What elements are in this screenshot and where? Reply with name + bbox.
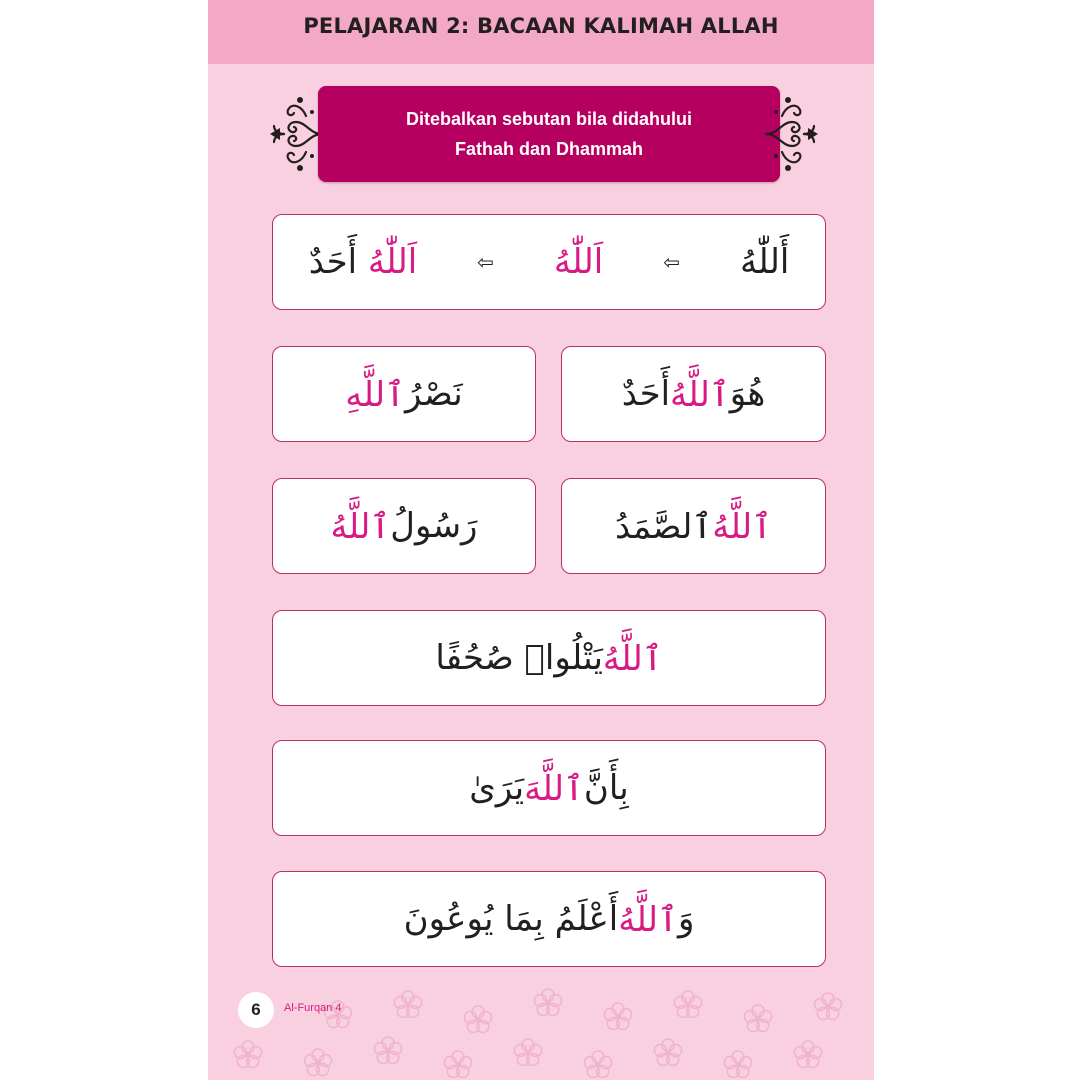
arabic-pink-word: ٱللَّهُ bbox=[618, 899, 678, 940]
arabic-black-word: هُوَ bbox=[729, 374, 766, 414]
floral-ornament-right-icon bbox=[758, 82, 822, 186]
arabic-allah-fathah: أَللّٰهُ bbox=[739, 242, 790, 282]
arabic-black-word: يَرَىٰ bbox=[469, 768, 525, 808]
arabic-black-word: أَحَدٌ bbox=[621, 374, 671, 414]
arabic-black-word: نَصْرُ bbox=[405, 374, 463, 414]
arabic-black-word: ٱلصَّمَدُ bbox=[614, 506, 713, 547]
arabic-black-word: يَتْلُوا۟ صُحُفًا bbox=[435, 638, 603, 678]
arabic-black-word: أَعْلَمُ بِمَا يُوعُونَ bbox=[403, 899, 619, 939]
card-biannallaha-yara bbox=[272, 740, 826, 836]
arabic-pink-word: ٱللَّهِ bbox=[345, 374, 406, 415]
arabic-black-word: أَحَدٌ bbox=[308, 242, 358, 282]
arabic-allah-pink: اَللّٰهُ bbox=[553, 242, 604, 282]
card-rasulullah bbox=[272, 478, 536, 574]
card-allah-variants bbox=[272, 214, 826, 310]
banner-line-2: Fathah dan Dhammah bbox=[454, 139, 644, 159]
rule-banner bbox=[318, 86, 780, 182]
left-arrow-icon: ⇦ bbox=[477, 250, 494, 274]
book-name: Al-Furqan 4 bbox=[284, 1002, 342, 1014]
card-nasrullah bbox=[272, 346, 536, 442]
arabic-pink-word: ٱللَّهُ bbox=[670, 374, 730, 415]
card-huwallahu-ahad bbox=[561, 346, 826, 442]
arabic-pink-word: ٱللَّهَ bbox=[524, 768, 584, 809]
card-allahus-samad bbox=[561, 478, 826, 574]
lesson-title: PELAJARAN 2: BACAAN KALIMAH ALLAH bbox=[303, 14, 779, 38]
card-wallahu-alam bbox=[272, 871, 826, 967]
arabic-black-word: وَ bbox=[677, 899, 695, 939]
left-arrow-icon: ⇦ bbox=[663, 250, 680, 274]
arabic-pink-word: ٱللَّهُ bbox=[330, 506, 391, 547]
flower-pattern-icon bbox=[208, 975, 874, 1080]
lesson-page bbox=[208, 0, 874, 1080]
banner-line-1: Ditebalkan sebutan bila didahului bbox=[405, 109, 693, 129]
page-number: 6 bbox=[238, 992, 274, 1028]
arabic-pink-word: اَللّٰهُ bbox=[367, 242, 418, 282]
arabic-black-word: رَسُولُ bbox=[390, 506, 478, 546]
arabic-pink-word: ٱللَّهُ bbox=[712, 506, 773, 547]
arabic-pink-word: ٱللَّهُ bbox=[602, 638, 663, 679]
arabic-allahu-ahad bbox=[309, 242, 417, 282]
arabic-black-word: بِأَنَّ bbox=[583, 768, 629, 808]
card-yatlu-suhufa bbox=[272, 610, 826, 706]
